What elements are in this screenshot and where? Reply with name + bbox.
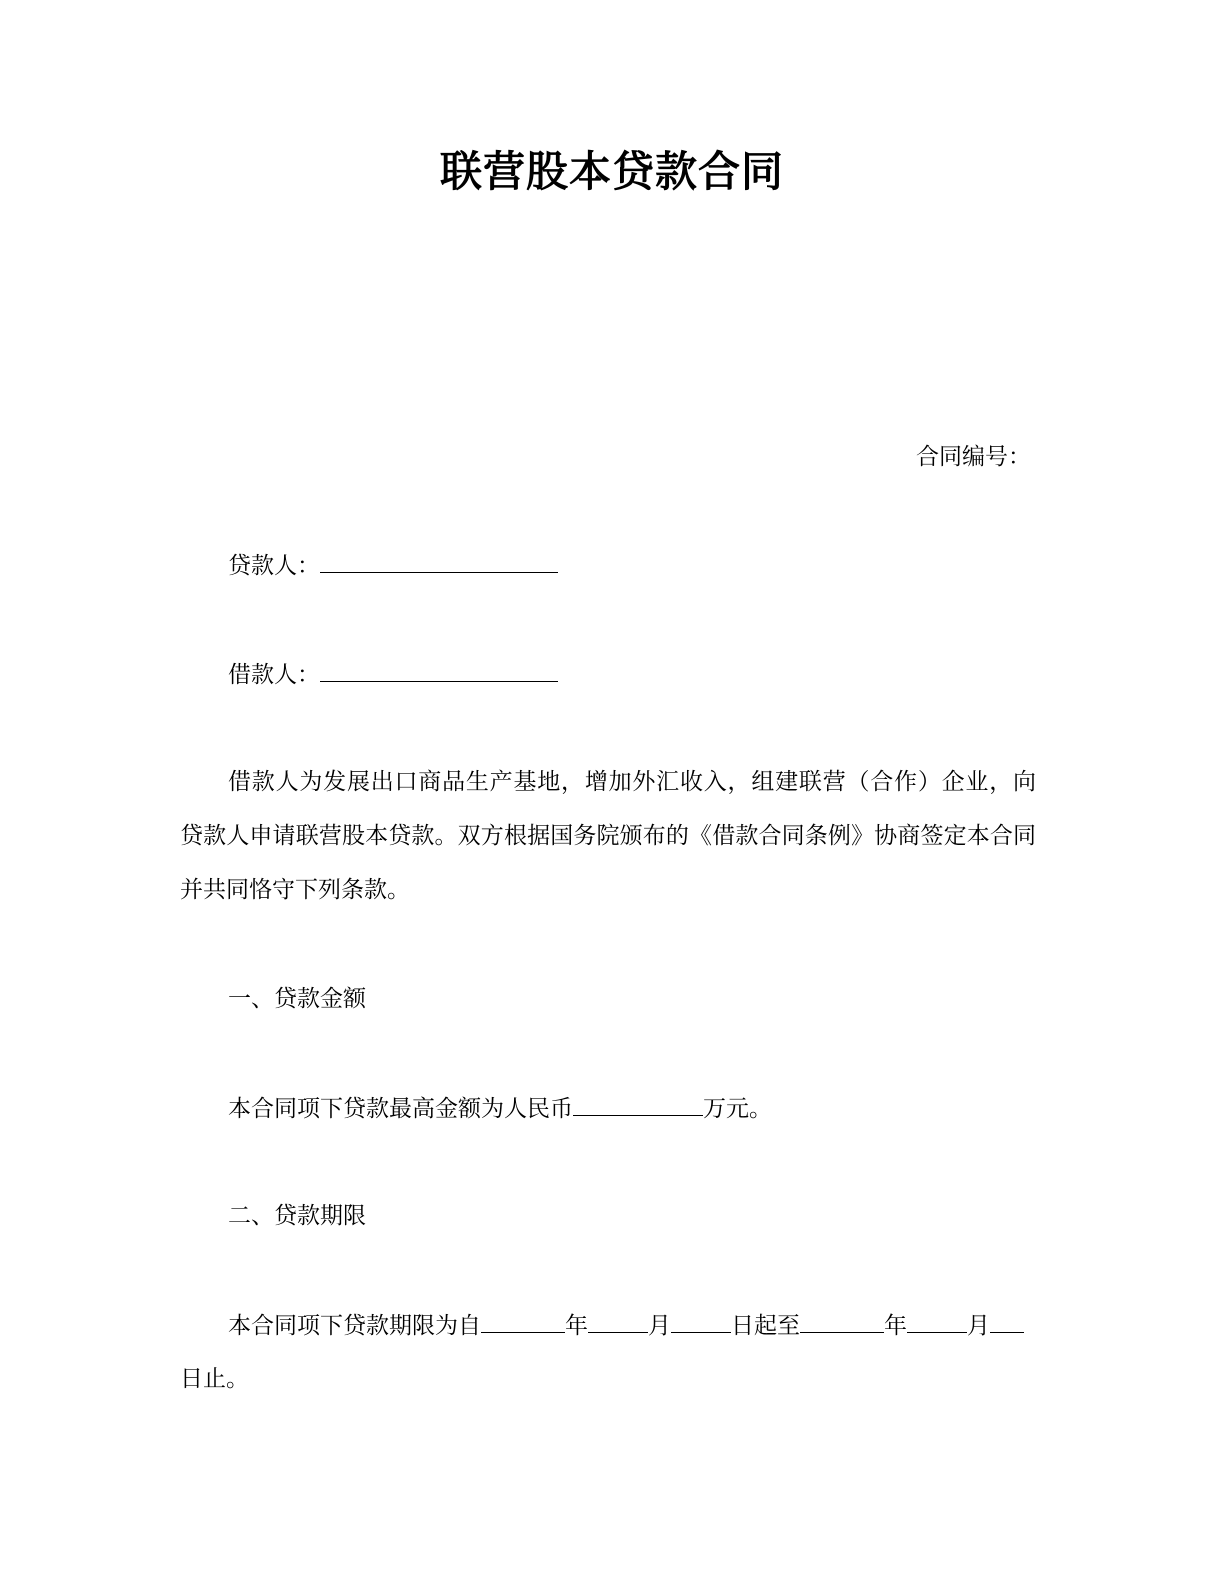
- loan-term-end: 日止。: [180, 1366, 249, 1392]
- loan-term-text: 本合同项下贷款期限为自: [228, 1313, 481, 1339]
- start-day-blank[interactable]: [671, 1310, 731, 1333]
- loan-amount-blank[interactable]: [573, 1093, 703, 1116]
- lender-label: 贷款人：: [228, 553, 320, 579]
- end-year-blank[interactable]: [800, 1310, 884, 1333]
- end-month-label: 月: [967, 1313, 990, 1339]
- lender-blank[interactable]: [320, 550, 558, 573]
- contract-number-label: 合同编号：: [916, 444, 1031, 470]
- start-year-blank[interactable]: [481, 1310, 565, 1333]
- borrower-label: 借款人：: [228, 662, 320, 688]
- end-year-label: 年: [884, 1313, 907, 1339]
- section-2-heading: 二、贷款期限: [228, 1203, 366, 1229]
- intro-line-2: 贷款人申请联营股本贷款。双方根据国务院颁布的《借款合同条例》协商签定本合同: [180, 823, 1036, 849]
- start-month-blank[interactable]: [588, 1310, 648, 1333]
- loan-amount-row: [228, 1093, 772, 1124]
- section-1-heading: 一、贷款金额: [228, 986, 366, 1012]
- lender-row: [228, 550, 558, 581]
- intro-line-1: 借款人为发展出口商品生产基地，增加外汇收入，组建联营（合作）企业，向: [228, 769, 1036, 795]
- page-title: 联营股本贷款合同: [439, 147, 784, 196]
- start-day-label: 日起至: [731, 1313, 800, 1339]
- start-month-label: 月: [648, 1313, 671, 1339]
- end-day-blank[interactable]: [990, 1310, 1024, 1333]
- borrower-blank[interactable]: [320, 659, 558, 682]
- loan-amount-unit: 万元。: [703, 1096, 772, 1122]
- intro-line-3: 并共同恪守下列条款。: [180, 877, 410, 903]
- loan-term-row: [228, 1310, 1024, 1341]
- loan-amount-text: 本合同项下贷款最高金额为人民币: [228, 1096, 573, 1122]
- borrower-row: [228, 659, 558, 690]
- start-year-label: 年: [565, 1313, 588, 1339]
- end-month-blank[interactable]: [907, 1310, 967, 1333]
